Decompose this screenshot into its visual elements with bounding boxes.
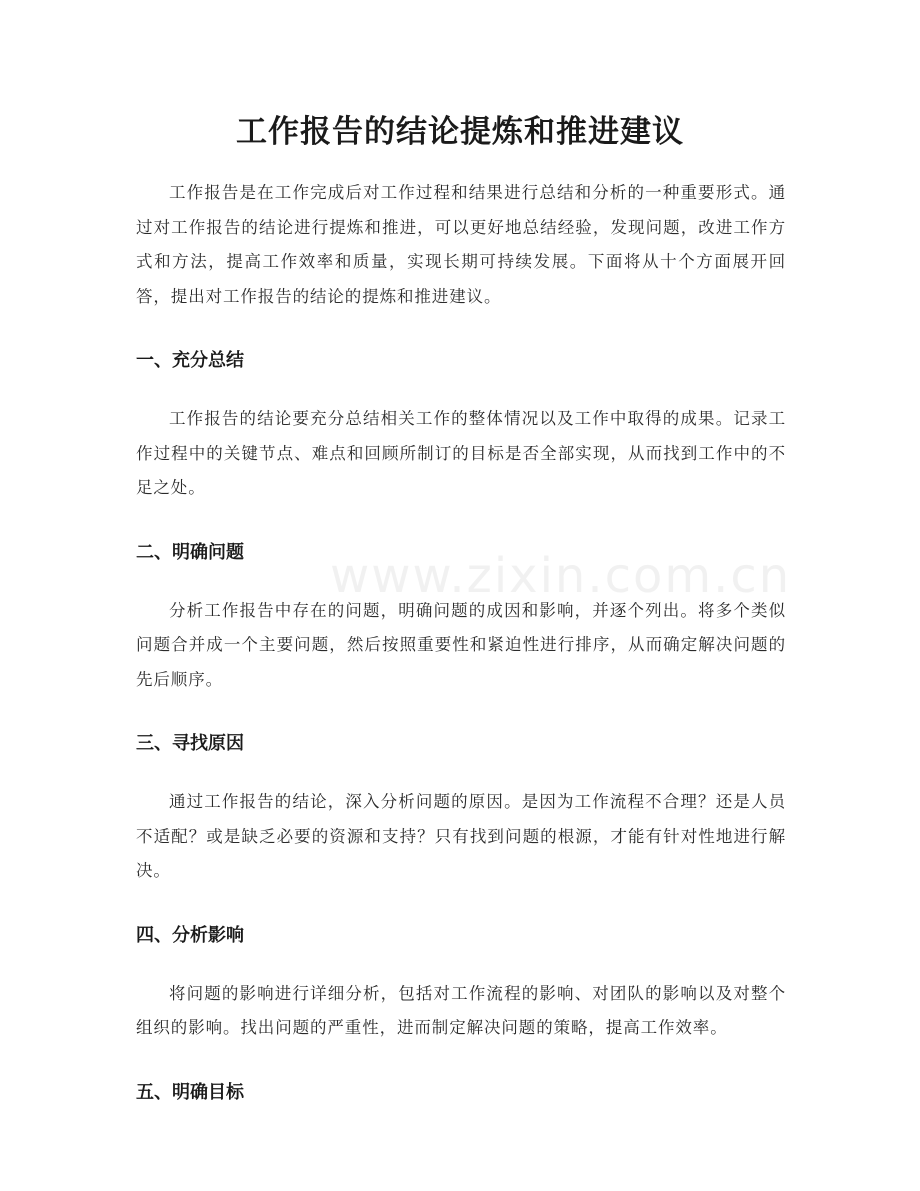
watermark: www.zixin.com.cn bbox=[330, 548, 792, 604]
section-heading-5: 五、明确目标 bbox=[136, 1081, 244, 1103]
document-title: 工作报告的结论提炼和推进建议 bbox=[236, 114, 684, 150]
section-body-4: 将问题的影响进行详细分析，包括对工作流程的影响、对团队的影响以及对整个组织的影响。找出问题的严重性，进而制定解决问题的策略，提高工作效率。 bbox=[136, 983, 786, 1037]
section-body-2: 分析工作报告中存在的问题，明确问题的成因和影响，并逐个列出。将多个类似问题合并成一个主要问题，然后按照重要性和紧迫性进行排序，从而确定解决问题的先后顺序。 bbox=[136, 600, 786, 689]
section-heading-2: 二、明确问题 bbox=[136, 541, 244, 563]
intro-paragraph: 工作报告是在工作完成后对工作过程和结果进行总结和分析的一种重要形式。通过对工作报告的结论进行提炼和推进，可以更好地总结经验，发现问题，改进工作方式和方法，提高工作效率和质量，实现长期可持续发展。下面将从十个方面展开回答，提出对工作报告的结论的提炼和推进建议。 bbox=[136, 183, 786, 306]
section-body-1: 工作报告的结论要充分总结相关工作的整体情况以及工作中取得的成果。记录工作过程中的关键节点、难点和回顾所制订的目标是否全部实现，从而找到工作中的不足之处。 bbox=[136, 409, 786, 497]
section-heading-1: 一、充分总结 bbox=[136, 350, 244, 371]
document-body bbox=[136, 176, 786, 1110]
section-body-3: 通过工作报告的结论，深入分析问题的原因。是因为工作流程不合理？还是人员不适配？或是缺乏必要的资源和支持？只有找到问题的根源，才能有针对性地进行解决。 bbox=[136, 792, 786, 880]
section-heading-4: 四、分析影响 bbox=[136, 924, 244, 946]
section-heading-3: 三、寻找原因 bbox=[136, 733, 244, 754]
